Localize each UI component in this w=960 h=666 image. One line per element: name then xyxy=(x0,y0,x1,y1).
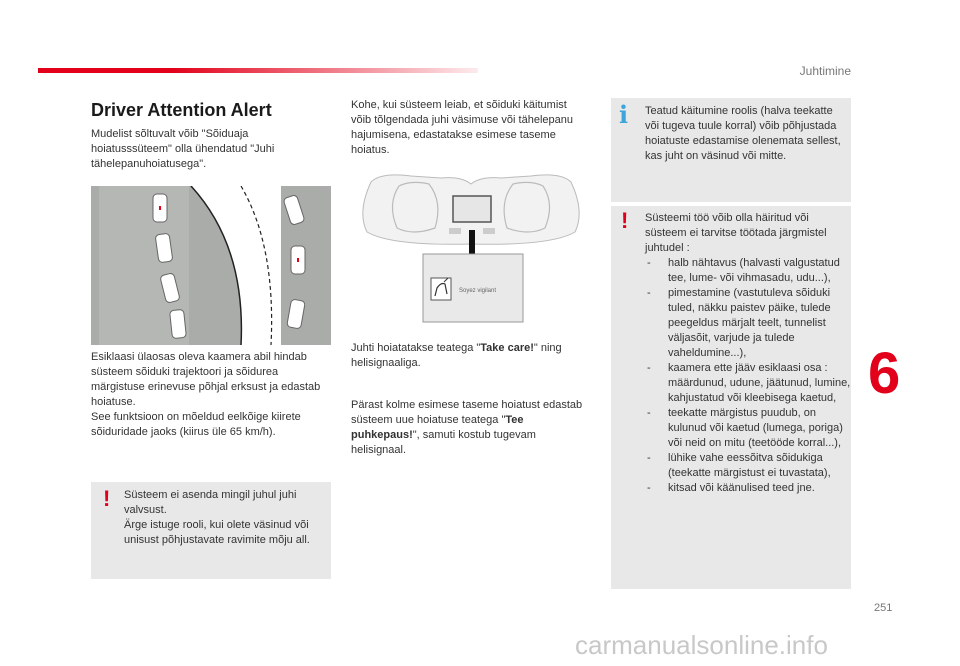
warning-box-2 xyxy=(611,206,851,589)
list-item: - kaamera ette jääv esiklaasi osa : määrdunud, udune, jäätunud, lumine, kahjustatud või kleebisega kaetud, xyxy=(645,361,853,406)
watermark: carmanualsonline.info xyxy=(575,630,828,660)
chapter-title: Juhtimine xyxy=(799,64,851,78)
list-item: - teekatte märgistus puudub, on kulunud või kaetud (lumega, poriga) või neid on mitu (teetööde korral...), xyxy=(645,406,853,451)
section-title: Driver Attention Alert xyxy=(91,100,272,120)
header-accent-bar xyxy=(38,68,478,73)
warning-text-1: Süsteem ei asenda mingil juhul juhi valvsust. xyxy=(124,489,297,516)
intro-paragraph: Mudelist sõltuvalt võib "Sõiduaja hoiatusssüteem" olla ühendatud "Juhi tähelepanuhoiatusega". xyxy=(91,128,275,170)
warning-text-2: Ärge istuge rooli, kui olete väsinud või unisust põhjustavate ravimite mõju all. xyxy=(124,519,310,546)
info-box xyxy=(611,98,851,202)
info-icon: i xyxy=(619,100,629,129)
info-text: Teatud käitumine roolis (halva teekatte või tugeva tuule korral) võib põhjustada hoiatuste edastamise olenemata sellest, kas juht on väsinud või mitte. xyxy=(645,105,841,162)
warning-icon: ! xyxy=(621,208,629,233)
conditions-list xyxy=(645,256,853,496)
chapter-number: 6 xyxy=(868,341,901,406)
speed-note-paragraph: See funktsioon on mõeldud eelkõige kiirete sõiduridade jaoks (kiirus üle 65 km/h). xyxy=(91,411,301,438)
warning-box-1 xyxy=(91,482,331,579)
dashboard-illustration xyxy=(351,172,591,324)
lane-drift-diagram xyxy=(91,186,331,345)
instrument-panel-diagram xyxy=(351,172,591,324)
list-item: - halb nähtavus (halvasti valgustatud tee, lume- või vihmasadu, udu...), xyxy=(645,256,853,286)
take-care-paragraph: Juhti hoiatatakse teatega "Take care!" ning helisignaaliga. xyxy=(351,342,562,369)
page-number: 251 xyxy=(874,602,893,614)
take-break-paragraph: Pärast kolme esimese taseme hoiatust edastab süsteem uue hoiatuse teatega "Tee puhkepaus!", samuti kostub tugevam helisignaal. xyxy=(351,399,583,456)
list-item: - kitsad või käänulised teed jne. xyxy=(645,481,853,496)
list-item: - lühike vahe eessõitva sõidukiga (teekatte märgistust ei tuvastata), xyxy=(645,451,853,481)
list-item: - pimestamine (vastutuleva sõiduki tuled, näkku paistev päike, tulede peegeldus märjalt teelt, tunnelist väljasõit, varjude ja tulede vaheldumine...), xyxy=(645,286,853,361)
warning-icon: ! xyxy=(103,486,111,511)
description-paragraph: Esiklaasi ülaosas oleva kaamera abil hindab süsteem sõiduki trajektoori ja sõidurea märgistuse erinevuse põhjal erksust ja edastab hoiatuse. xyxy=(91,351,321,408)
lane-illustration xyxy=(91,186,331,345)
first-level-alert-paragraph: Kohe, kui süsteem leiab, et sõiduki käitumist võib tõlgendada juhi väsimuse või tähelepanu hajumisena, edastatakse esimese taseme hoiatus. xyxy=(351,99,573,156)
display-message: Soyez vigilant xyxy=(459,288,497,294)
conditions-intro: Süsteemi töö võib olla häiritud või süsteem ei tarvitse töötada järgmistel juhtudel : xyxy=(645,212,827,254)
